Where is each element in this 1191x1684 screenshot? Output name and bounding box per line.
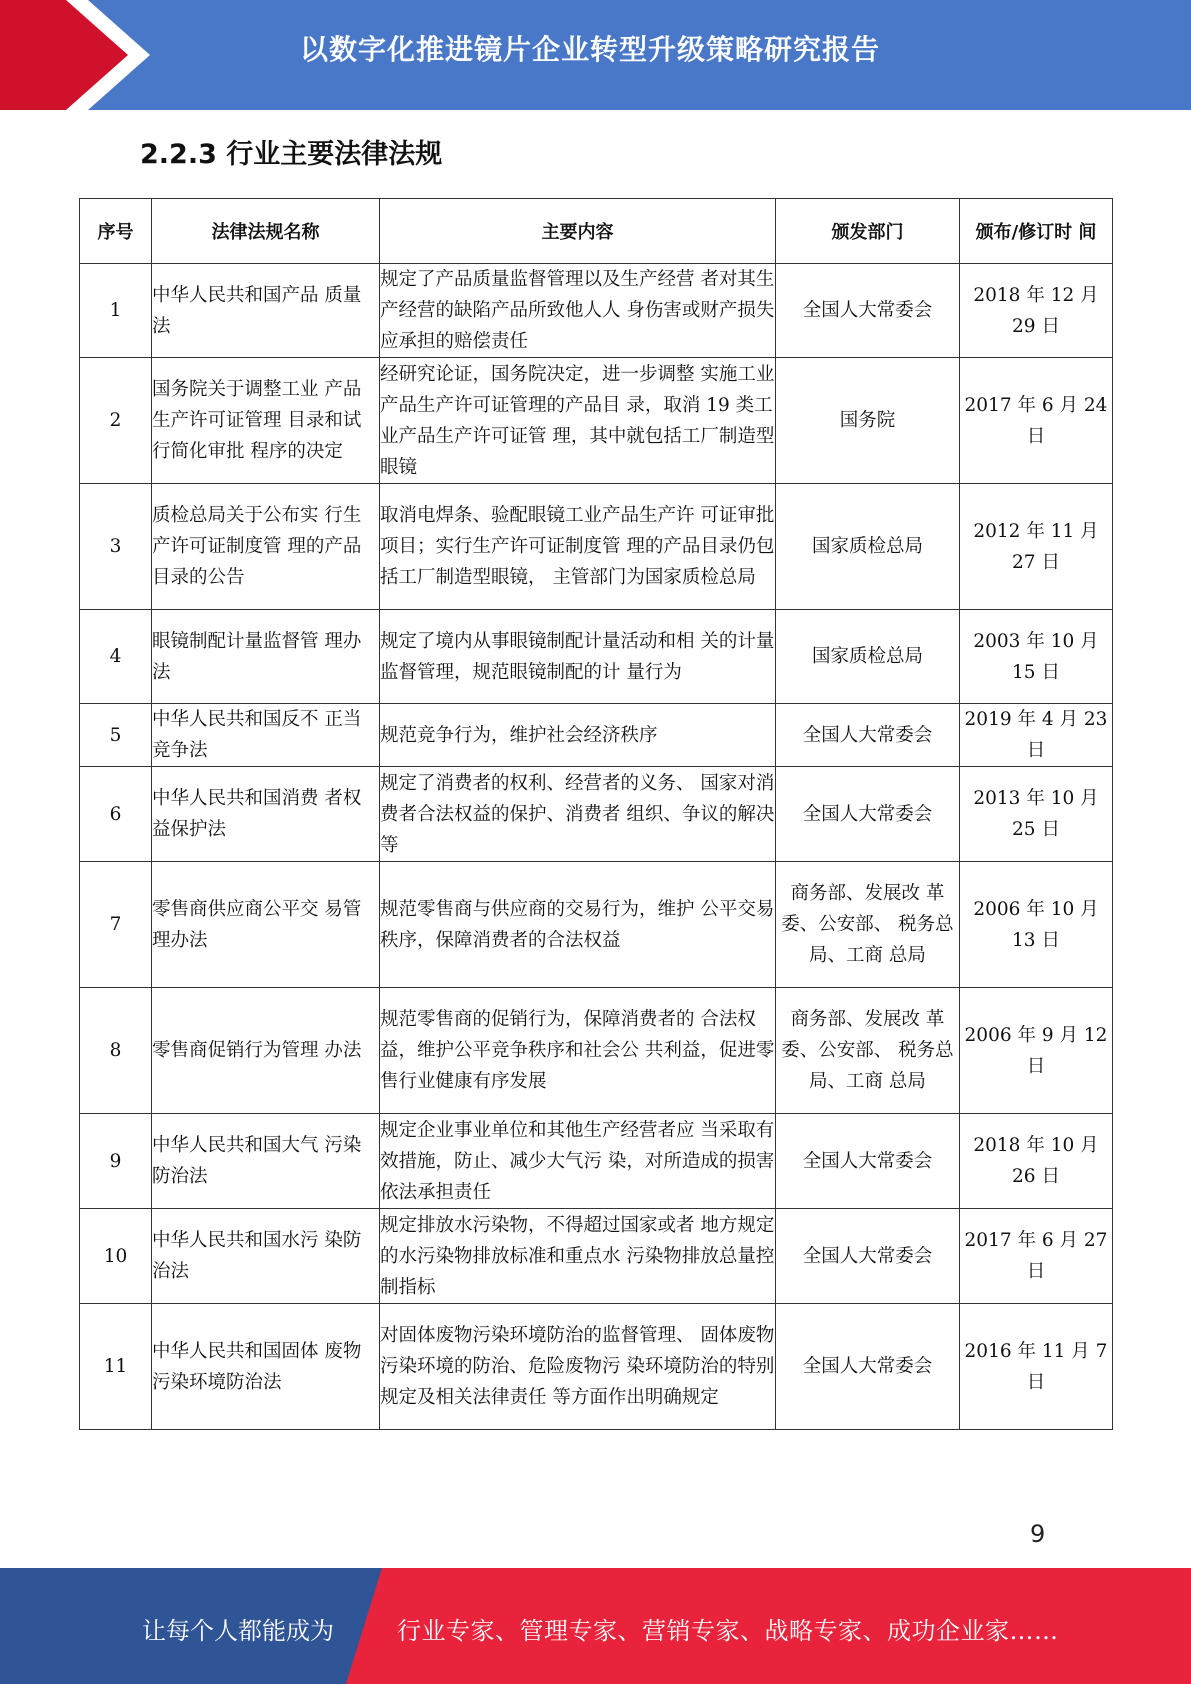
issue-date: 2017 年 6 月 24 日 — [960, 358, 1113, 484]
law-name: 国务院关于调整工业 产品生产许可证管理 目录和试行简化审批 程序的决定 — [152, 358, 380, 484]
table-row — [80, 264, 1113, 358]
law-content: 对固体废物污染环境防治的监督管理、 固体废物污染环境的防治、危险废物污 染环境防治的特别规定及相关法律责任 等方面作出明确规定 — [380, 1304, 776, 1430]
law-name: 零售商促销行为管理 办法 — [152, 988, 380, 1114]
row-number: 1 — [80, 264, 152, 358]
law-name: 中华人民共和国大气 污染防治法 — [152, 1114, 380, 1209]
column-header-dept: 颁发部门 — [776, 199, 960, 264]
page-footer — [0, 1568, 1191, 1684]
law-name: 中华人民共和国产品 质量法 — [152, 264, 380, 358]
section-heading: 2.2.3 行业主要法律法规 — [140, 139, 443, 170]
issuing-department: 国家质检总局 — [776, 610, 960, 704]
row-number: 6 — [80, 767, 152, 862]
column-header-date: 颁布/修订时 间 — [960, 199, 1113, 264]
row-number: 3 — [80, 484, 152, 610]
footer-slogan-right: 行业专家、管理专家、营销专家、战略专家、成功企业家…… — [397, 1617, 1059, 1645]
issuing-department: 全国人大常委会 — [776, 704, 960, 767]
issue-date: 2013 年 10 月 25 日 — [960, 767, 1113, 862]
issue-date: 2006 年 9 月 12 日 — [960, 988, 1113, 1114]
law-content: 规定了消费者的权利、经营者的义务、 国家对消费者合法权益的保护、消费者 组织、争议的解决等 — [380, 767, 776, 862]
table-row — [80, 1209, 1113, 1304]
table-row — [80, 704, 1113, 767]
laws-table — [79, 198, 1113, 1430]
law-content: 规定排放水污染物，不得超过国家或者 地方规定的水污染物排放标准和重点水 污染物排放总量控制指标 — [380, 1209, 776, 1304]
table-row — [80, 610, 1113, 704]
issuing-department: 全国人大常委会 — [776, 1209, 960, 1304]
row-number: 11 — [80, 1304, 152, 1430]
law-name: 中华人民共和国反不 正当竞争法 — [152, 704, 380, 767]
law-content: 规范零售商与供应商的交易行为，维护 公平交易秩序，保障消费者的合法权益 — [380, 862, 776, 988]
table-row — [80, 1114, 1113, 1209]
row-number: 9 — [80, 1114, 152, 1209]
row-number: 4 — [80, 610, 152, 704]
issue-date: 2006 年 10 月 13 日 — [960, 862, 1113, 988]
law-name: 质检总局关于公布实 行生产许可证制度管 理的产品目录的公告 — [152, 484, 380, 610]
table-row — [80, 767, 1113, 862]
table-header-row — [80, 199, 1113, 264]
page-header — [0, 0, 1191, 110]
law-content: 规范零售商的促销行为，保障消费者的 合法权益，维护公平竞争秩序和社会公 共利益，促进零售行业健康有序发展 — [380, 988, 776, 1114]
law-name: 中华人民共和国消费 者权益保护法 — [152, 767, 380, 862]
footer-slogan-left: 让每个人都能成为 — [142, 1617, 334, 1645]
table-row — [80, 862, 1113, 988]
issue-date: 2019 年 4 月 23 日 — [960, 704, 1113, 767]
law-name: 中华人民共和国水污 染防治法 — [152, 1209, 380, 1304]
issuing-department: 全国人大常委会 — [776, 767, 960, 862]
issue-date: 2012 年 11 月 27 日 — [960, 484, 1113, 610]
law-name: 眼镜制配计量监督管 理办法 — [152, 610, 380, 704]
row-number: 8 — [80, 988, 152, 1114]
issue-date: 2016 年 11 月 7 日 — [960, 1304, 1113, 1430]
law-content: 规范竞争行为，维护社会经济秩序 — [380, 704, 776, 767]
issue-date: 2018 年 12 月 29 日 — [960, 264, 1113, 358]
issue-date: 2018 年 10 月 26 日 — [960, 1114, 1113, 1209]
column-header-content: 主要内容 — [380, 199, 776, 264]
law-name: 零售商供应商公平交 易管理办法 — [152, 862, 380, 988]
law-name: 中华人民共和国固体 废物污染环境防治法 — [152, 1304, 380, 1430]
issuing-department: 全国人大常委会 — [776, 1304, 960, 1430]
column-header-no: 序号 — [80, 199, 152, 264]
law-content: 经研究论证，国务院决定，进一步调整 实施工业产品生产许可证管理的产品目 录，取消 19 类工业产品生产许可证管 理，其中就包括工厂制造型眼镜 — [380, 358, 776, 484]
issuing-department: 商务部、发展改 革委、公安部、 税务总局、工商 总局 — [776, 988, 960, 1114]
table-row — [80, 358, 1113, 484]
column-header-name: 法律法规名称 — [152, 199, 380, 264]
issuing-department: 国务院 — [776, 358, 960, 484]
law-content: 取消电焊条、验配眼镜工业产品生产许 可证审批项目；实行生产许可证制度管 理的产品目录仍包括工厂制造型眼镜， 主管部门为国家质检总局 — [380, 484, 776, 610]
table-row — [80, 988, 1113, 1114]
table-row — [80, 484, 1113, 610]
issuing-department: 商务部、发展改 革委、公安部、 税务总局、工商 总局 — [776, 862, 960, 988]
table-row — [80, 1304, 1113, 1430]
law-content: 规定了境内从事眼镜制配计量活动和相 关的计量监督管理，规范眼镜制配的计 量行为 — [380, 610, 776, 704]
law-content: 规定企业事业单位和其他生产经营者应 当采取有效措施，防止、减少大气污 染，对所造成的损害依法承担责任 — [380, 1114, 776, 1209]
issuing-department: 全国人大常委会 — [776, 264, 960, 358]
row-number: 2 — [80, 358, 152, 484]
row-number: 10 — [80, 1209, 152, 1304]
issue-date: 2017 年 6 月 27 日 — [960, 1209, 1113, 1304]
issuing-department: 全国人大常委会 — [776, 1114, 960, 1209]
row-number: 7 — [80, 862, 152, 988]
issuing-department: 国家质检总局 — [776, 484, 960, 610]
page-number: 9 — [1030, 1520, 1046, 1548]
issue-date: 2003 年 10 月 15 日 — [960, 610, 1113, 704]
row-number: 5 — [80, 704, 152, 767]
report-title: 以数字化推进镜片企业转型升级策略研究报告 — [300, 33, 881, 66]
law-content: 规定了产品质量监督管理以及生产经营 者对其生产经营的缺陷产品所致他人人 身伤害或财产损失应承担的赔偿责任 — [380, 264, 776, 358]
